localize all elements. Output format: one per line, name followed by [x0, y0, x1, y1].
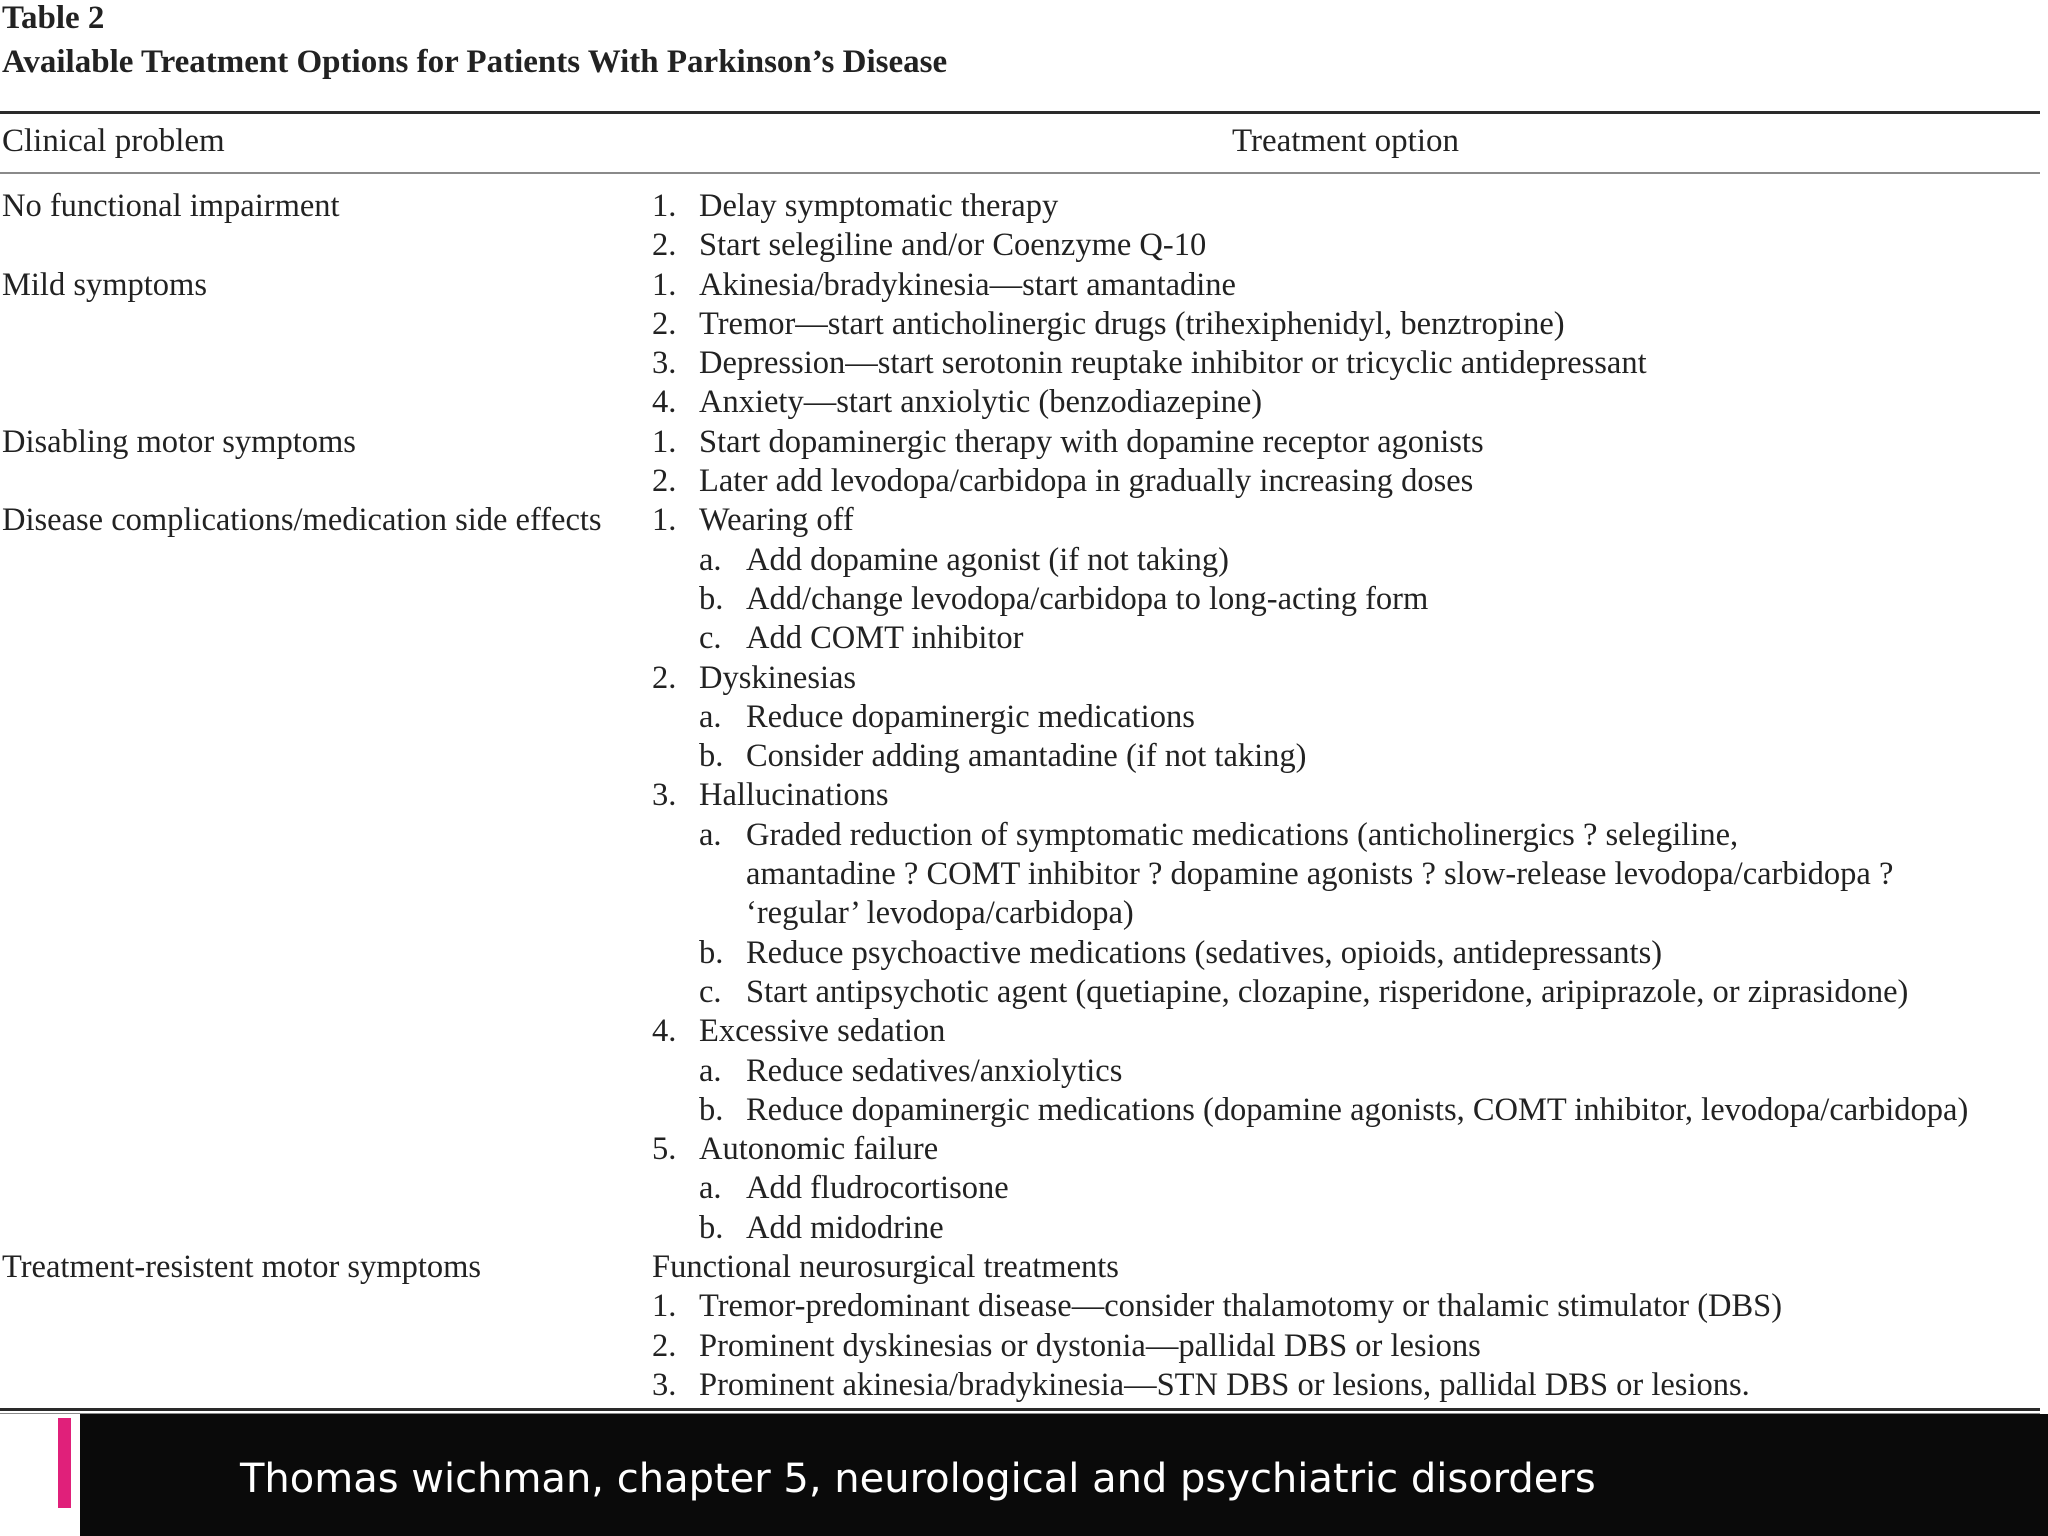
treatment-text: Tremor—start anticholinergic drugs (trihexiphenidyl, benztropine) [699, 305, 1565, 342]
clinical-problem-cell: No functional impairment [2, 188, 340, 224]
treatment-line [652, 344, 2040, 383]
treatment-option-cell [652, 423, 2040, 502]
list-marker: a. [699, 1170, 722, 1207]
treatment-line [652, 619, 2040, 658]
list-marker: b. [699, 580, 724, 617]
treatment-line [652, 423, 2040, 462]
treatment-line [652, 305, 2040, 344]
treatment-text: Add COMT inhibitor [746, 620, 1024, 657]
list-marker: a. [699, 541, 722, 578]
treatment-text: Functional neurosurgical treatments [652, 1249, 1119, 1286]
treatment-text: Start antipsychotic agent (quetiapine, clozapine, risperidone, aripiprazole, or ziprasidone) [746, 973, 1909, 1010]
list-marker: 1. [652, 1288, 677, 1325]
table-bottom-rule [0, 1408, 2040, 1411]
treatment-text: Anxiety—start anxiolytic (benzodiazepine) [699, 384, 1263, 421]
table-label: Table 2 [2, 0, 105, 36]
table-row [0, 423, 2040, 502]
list-marker: 2. [652, 227, 677, 264]
treatment-text: Add midodrine [746, 1209, 944, 1246]
list-marker: 1. [652, 502, 677, 539]
treatment-line [652, 1287, 2040, 1326]
treatment-option-cell [652, 501, 2040, 1248]
clinical-problem-cell: Disease complications/medication side effects [2, 502, 602, 539]
treatment-line [652, 894, 2040, 933]
treatment-line [652, 187, 2040, 226]
table-row [0, 1248, 2040, 1405]
treatment-text: Reduce dopaminergic medications [746, 698, 1195, 735]
treatment-text: Add/change levodopa/carbidopa to long-acting form [746, 580, 1429, 617]
list-marker: 2. [652, 1327, 677, 1364]
treatment-line [652, 580, 2040, 619]
treatment-text: Dyskinesias [699, 659, 857, 696]
treatment-text: Start selegiline and/or Coenzyme Q-10 [699, 227, 1207, 264]
list-marker: a. [699, 816, 722, 853]
table-top-rule [0, 111, 2040, 114]
list-marker: 1. [652, 188, 677, 224]
clinical-problem-cell: Mild symptoms [2, 266, 207, 303]
treatment-line [652, 501, 2040, 540]
list-marker: b. [699, 1091, 724, 1128]
treatment-text: Start dopaminergic therapy with dopamine receptor agonists [699, 423, 1484, 460]
table-row [0, 266, 2040, 423]
list-marker: b. [699, 738, 724, 775]
treatment-line [652, 1248, 2040, 1287]
treatment-text: Prominent dyskinesias or dystonia—pallidal DBS or lesions [699, 1327, 1481, 1364]
treatment-text: Tremor-predominant disease—consider thalamotomy or thalamic stimulator (DBS) [699, 1288, 1783, 1325]
treatment-line [652, 541, 2040, 580]
treatment-text: amantadine ? COMT inhibitor ? dopamine agonists ? slow-release levodopa/carbidopa ? [746, 856, 1894, 893]
list-marker: 5. [652, 1131, 677, 1168]
clinical-problem-cell: Treatment-resistent motor symptoms [2, 1249, 482, 1286]
treatment-line [652, 1169, 2040, 1208]
list-marker: 1. [652, 266, 677, 303]
list-marker: c. [699, 620, 722, 657]
treatment-text: Add dopamine agonist (if not taking) [746, 541, 1229, 578]
treatment-line [652, 1366, 2040, 1405]
treatment-line [652, 698, 2040, 737]
treatment-line [652, 1327, 2040, 1366]
treatment-line [652, 737, 2040, 776]
footer-caption: Thomas wichman, chapter 5, neurological and psychiatric disorders [240, 1456, 1596, 1502]
treatment-line [652, 383, 2040, 422]
treatment-line [652, 266, 2040, 305]
column-header-clinical-problem: Clinical problem [2, 123, 225, 159]
list-marker: 2. [652, 659, 677, 696]
treatment-text: Graded reduction of symptomatic medications (anticholinergics ? selegiline, [746, 816, 1739, 853]
footer-accent-bar [58, 1418, 71, 1508]
list-marker: 3. [652, 1366, 677, 1403]
treatment-line [652, 1209, 2040, 1248]
treatment-text: Add fludrocortisone [746, 1170, 1009, 1207]
treatment-text: Prominent akinesia/bradykinesia—STN DBS or lesions, pallidal DBS or lesions. [699, 1366, 1750, 1403]
list-marker: b. [699, 934, 724, 971]
treatment-line [652, 1091, 2040, 1130]
treatment-text: Excessive sedation [699, 1013, 946, 1050]
list-marker: 3. [652, 777, 677, 814]
treatment-text: Reduce sedatives/anxiolytics [746, 1052, 1123, 1089]
list-marker: 4. [652, 384, 677, 421]
table-row [0, 187, 2040, 266]
treatment-option-cell [652, 187, 2040, 266]
treatment-line [652, 1012, 2040, 1051]
clinical-problem-cell: Disabling motor symptoms [2, 423, 356, 460]
list-marker: 3. [652, 345, 677, 382]
list-marker: 4. [652, 1013, 677, 1050]
list-marker: a. [699, 1052, 722, 1089]
treatment-line [652, 776, 2040, 815]
treatment-text: Depression—start serotonin reuptake inhibitor or tricyclic antidepressant [699, 345, 1647, 382]
treatment-text: Reduce psychoactive medications (sedatives, opioids, antidepressants) [746, 934, 1663, 971]
treatment-line [652, 659, 2040, 698]
table-row [0, 501, 2040, 1248]
treatment-line [652, 1052, 2040, 1091]
list-marker: a. [699, 698, 722, 735]
column-header-treatment-option: Treatment option [1232, 123, 1460, 159]
treatment-text: Wearing off [699, 502, 854, 539]
treatment-line [652, 973, 2040, 1012]
list-marker: 2. [652, 305, 677, 342]
treatment-text: ‘regular’ levodopa/carbidopa) [746, 895, 1134, 932]
treatment-text: Hallucinations [699, 777, 889, 814]
treatment-text: Delay symptomatic therapy [699, 188, 1059, 224]
treatment-text: Consider adding amantadine (if not taking) [746, 738, 1307, 775]
treatment-line [652, 1130, 2040, 1169]
list-marker: 1. [652, 423, 677, 460]
treatment-line [652, 816, 2040, 855]
treatment-option-cell [652, 266, 2040, 423]
list-marker: b. [699, 1209, 724, 1246]
treatment-text: Later add levodopa/carbidopa in gradually increasing doses [699, 463, 1474, 500]
treatment-text: Autonomic failure [699, 1131, 939, 1168]
treatment-option-cell [652, 1248, 2040, 1405]
treatment-text: Reduce dopaminergic medications (dopamine agonists, COMT inhibitor, levodopa/carbidopa) [746, 1091, 1969, 1128]
list-marker: c. [699, 973, 722, 1010]
table-body [0, 187, 2040, 1405]
treatment-line [652, 855, 2040, 894]
treatment-text: Akinesia/bradykinesia—start amantadine [699, 266, 1236, 303]
treatment-line [652, 934, 2040, 973]
treatment-line [652, 226, 2040, 265]
table-header-rule [0, 172, 2040, 174]
treatment-line [652, 462, 2040, 501]
list-marker: 2. [652, 463, 677, 500]
table-title: Available Treatment Options for Patients With Parkinson’s Disease [2, 44, 948, 80]
